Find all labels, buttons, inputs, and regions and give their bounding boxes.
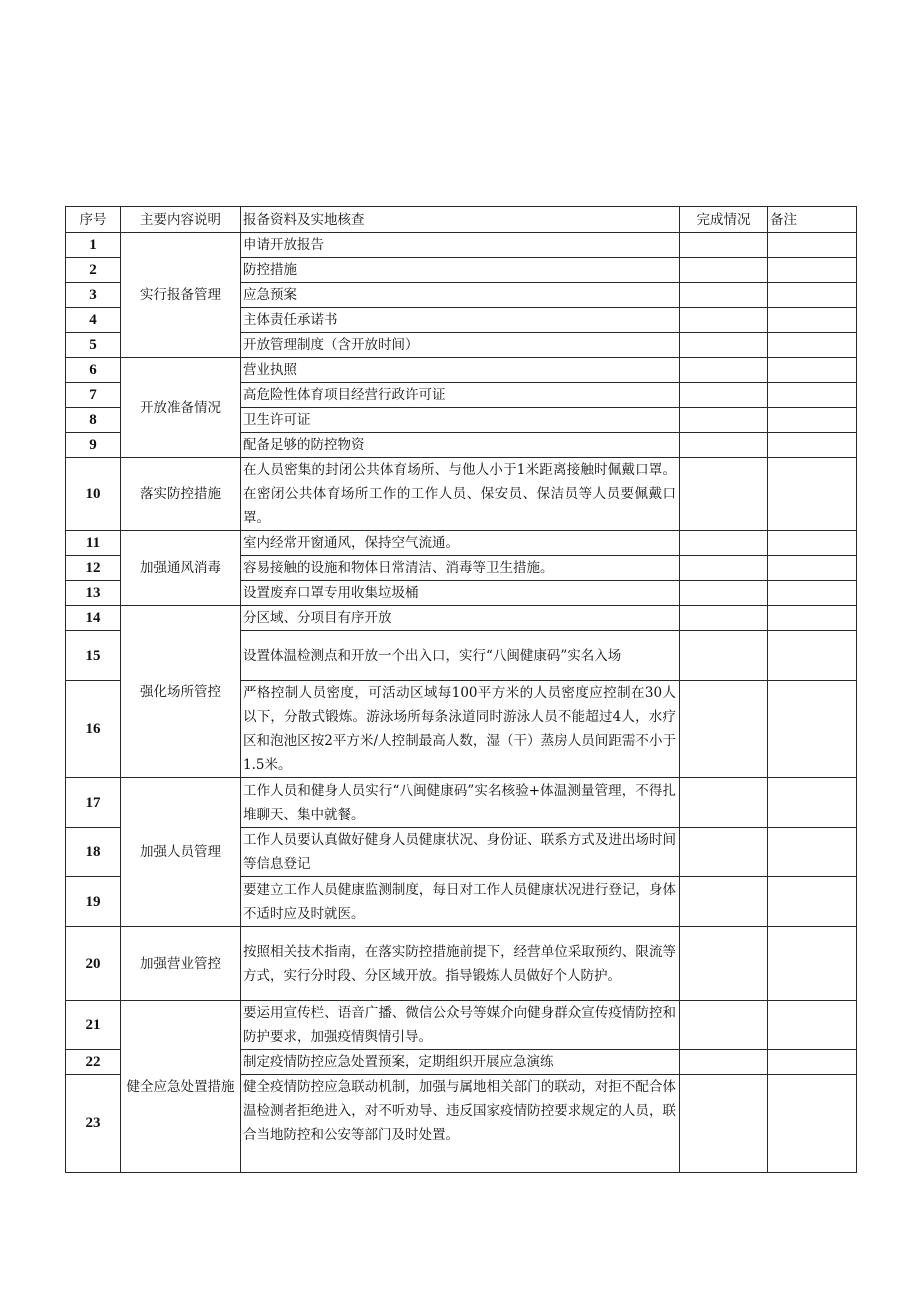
remark-cell — [768, 308, 857, 333]
remark-cell — [768, 433, 857, 458]
status-cell — [680, 233, 768, 258]
row-number: 3 — [66, 283, 121, 308]
row-number: 16 — [66, 681, 121, 778]
row-text: 配备足够的防控物资 — [241, 433, 680, 458]
category-cell: 加强人员管理 — [121, 778, 241, 927]
table-row — [66, 458, 857, 531]
row-number: 1 — [66, 233, 121, 258]
row-number: 7 — [66, 383, 121, 408]
remark-cell — [768, 1001, 857, 1050]
row-text: 主体责任承诺书 — [241, 308, 680, 333]
row-number: 11 — [66, 531, 121, 556]
remark-cell — [768, 606, 857, 631]
status-cell — [680, 877, 768, 927]
category-cell: 强化场所管控 — [121, 606, 241, 778]
header-check: 报备资料及实地核查 — [241, 207, 680, 233]
status-cell — [680, 1001, 768, 1050]
row-number: 18 — [66, 828, 121, 877]
status-cell — [680, 606, 768, 631]
remark-cell — [768, 877, 857, 927]
header-row — [66, 207, 857, 233]
header-status: 完成情况 — [680, 207, 768, 233]
row-text: 严格控制人员密度，可活动区域每100平方米的人员密度应控制在30人以下，分散式锻炼。游泳场所每条泳道同时游泳人员不能超过4人，水疗区和泡池区按2平方米/人控制最高人数，湿（干）蒸房人员间距需不小于1.5米。 — [241, 681, 680, 778]
status-cell — [680, 1075, 768, 1173]
header-content: 主要内容说明 — [121, 207, 241, 233]
row-text: 申请开放报告 — [241, 233, 680, 258]
row-text: 按照相关技术指南，在落实防控措施前提下，经营单位采取预约、限流等方式，实行分时段、分区域开放。指导锻炼人员做好个人防护。 — [241, 927, 680, 1001]
category-cell: 开放准备情况 — [121, 358, 241, 458]
row-number: 5 — [66, 333, 121, 358]
row-number: 10 — [66, 458, 121, 531]
remark-cell — [768, 458, 857, 531]
status-cell — [680, 828, 768, 877]
remark-cell — [768, 258, 857, 283]
remark-cell — [768, 1075, 857, 1173]
remark-cell — [768, 828, 857, 877]
status-cell — [680, 778, 768, 828]
row-number: 21 — [66, 1001, 121, 1050]
row-text: 分区域、分项目有序开放 — [241, 606, 680, 631]
remark-cell — [768, 233, 857, 258]
remark-cell — [768, 1050, 857, 1075]
category-cell: 实行报备管理 — [121, 233, 241, 358]
row-text: 要建立工作人员健康监测制度，每日对工作人员健康状况进行登记，身体不适时应及时就医。 — [241, 877, 680, 927]
status-cell — [680, 383, 768, 408]
remark-cell — [768, 556, 857, 581]
row-text: 高危险性体育项目经营行政许可证 — [241, 383, 680, 408]
row-number: 2 — [66, 258, 121, 283]
category-cell: 落实防控措施 — [121, 458, 241, 531]
row-number: 15 — [66, 631, 121, 681]
status-cell — [680, 556, 768, 581]
remark-cell — [768, 631, 857, 681]
remark-cell — [768, 681, 857, 778]
row-number: 13 — [66, 581, 121, 606]
row-number: 8 — [66, 408, 121, 433]
row-number: 19 — [66, 877, 121, 927]
remark-cell — [768, 333, 857, 358]
remark-cell — [768, 283, 857, 308]
header-seq: 序号 — [66, 207, 121, 233]
status-cell — [680, 681, 768, 778]
row-text: 设置体温检测点和开放一个出入口，实行“八闽健康码”实名入场 — [241, 631, 680, 681]
table-row — [66, 531, 857, 556]
status-cell — [680, 308, 768, 333]
remark-cell — [768, 531, 857, 556]
row-number: 22 — [66, 1050, 121, 1075]
remark-cell — [768, 581, 857, 606]
row-text: 健全疫情防控应急联动机制，加强与属地相关部门的联动，对拒不配合体温检测者拒绝进入，对不听劝导、违反国家疫情防控要求规定的人员，联合当地防控和公安等部门及时处置。 — [241, 1075, 680, 1173]
row-text: 防控措施 — [241, 258, 680, 283]
row-text: 制定疫情防控应急处置预案，定期组织开展应急演练 — [241, 1050, 680, 1075]
status-cell — [680, 258, 768, 283]
row-text: 卫生许可证 — [241, 408, 680, 433]
row-number: 23 — [66, 1075, 121, 1173]
status-cell — [680, 927, 768, 1001]
row-number: 9 — [66, 433, 121, 458]
row-number: 17 — [66, 778, 121, 828]
row-text: 室内经常开窗通风，保持空气流通。 — [241, 531, 680, 556]
category-cell: 加强通风消毒 — [121, 531, 241, 606]
status-cell — [680, 1050, 768, 1075]
remark-cell — [768, 778, 857, 828]
status-cell — [680, 408, 768, 433]
status-cell — [680, 433, 768, 458]
row-text: 在人员密集的封闭公共体育场所、与他人小于1米距离接触时佩戴口罩。在密闭公共体育场所工作的工作人员、保安员、保洁员等人员要佩戴口罩。 — [241, 458, 680, 531]
remark-cell — [768, 408, 857, 433]
status-cell — [680, 333, 768, 358]
row-text: 容易接触的设施和物体日常清洁、消毒等卫生措施。 — [241, 556, 680, 581]
status-cell — [680, 581, 768, 606]
remark-cell — [768, 927, 857, 1001]
row-text: 营业执照 — [241, 358, 680, 383]
header-remark: 备注 — [768, 207, 857, 233]
row-text: 开放管理制度（含开放时间） — [241, 333, 680, 358]
row-text: 工作人员要认真做好健身人员健康状况、身份证、联系方式及进出场时间等信息登记 — [241, 828, 680, 877]
status-cell — [680, 358, 768, 383]
table-row — [66, 778, 857, 828]
category-cell: 加强营业管控 — [121, 927, 241, 1001]
category-cell: 健全应急处置措施 — [121, 1001, 241, 1173]
table-row — [66, 606, 857, 631]
table-row — [66, 358, 857, 383]
inspection-table — [65, 206, 857, 1173]
row-number: 4 — [66, 308, 121, 333]
row-text: 工作人员和健身人员实行“八闽健康码”实名核验+体温测量管理，不得扎堆聊天、集中就餐。 — [241, 778, 680, 828]
status-cell — [680, 631, 768, 681]
row-number: 20 — [66, 927, 121, 1001]
remark-cell — [768, 383, 857, 408]
table-row — [66, 927, 857, 1001]
row-number: 12 — [66, 556, 121, 581]
table-row — [66, 233, 857, 258]
row-text: 要运用宣传栏、语音广播、微信公众号等媒介向健身群众宣传疫情防控和防护要求，加强疫情舆情引导。 — [241, 1001, 680, 1050]
row-text: 应急预案 — [241, 283, 680, 308]
status-cell — [680, 531, 768, 556]
status-cell — [680, 283, 768, 308]
remark-cell — [768, 358, 857, 383]
row-text: 设置废弃口罩专用收集垃圾桶 — [241, 581, 680, 606]
row-number: 14 — [66, 606, 121, 631]
status-cell — [680, 458, 768, 531]
table-row — [66, 1001, 857, 1050]
row-number: 6 — [66, 358, 121, 383]
